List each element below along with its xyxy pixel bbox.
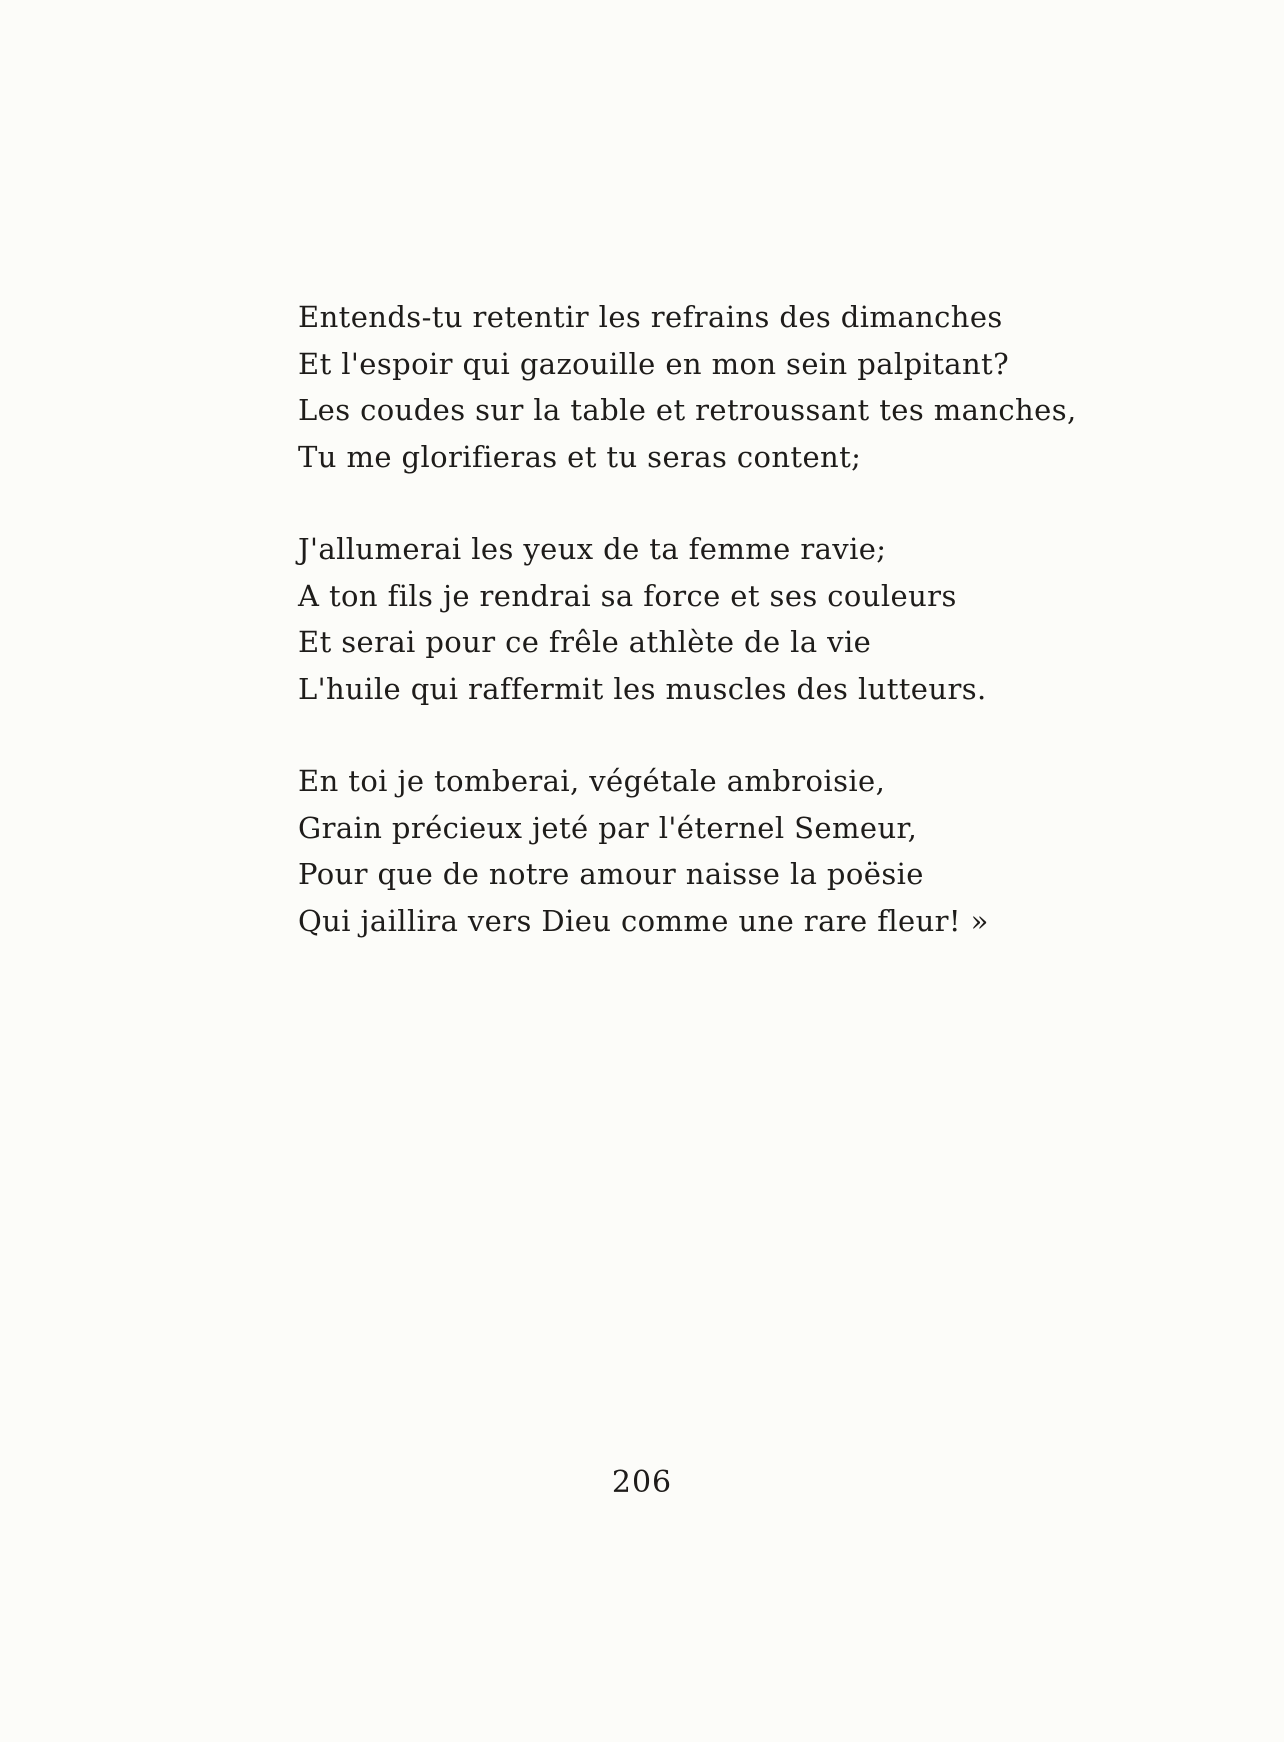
poem-line: J'allumerai les yeux de ta femme ravie; [298, 532, 887, 566]
stanza [298, 526, 1098, 712]
poem [298, 294, 1098, 990]
stanza [298, 758, 1098, 944]
poem-line: Entends-tu retentir les refrains des dimanches [298, 300, 1003, 334]
poem-line: Pour que de notre amour naisse la poësie [298, 857, 924, 891]
poem-line: L'huile qui raffermit les muscles des lutteurs. [298, 671, 987, 706]
page-number: 206 [611, 1465, 673, 1500]
poem-line: Grain précieux jeté par l'éternel Semeur, [298, 810, 918, 845]
poem-line: Qui jaillira vers Dieu comme une rare fleur! » [298, 903, 989, 938]
poem-line: Tu me glorifieras et tu seras content; [298, 439, 862, 474]
poem-line: Et serai pour ce frêle athlète de la vie [298, 625, 872, 659]
poem-line: Les coudes sur la table et retroussant tes manches, [298, 393, 1077, 427]
stanza [298, 294, 1098, 480]
poem-line: A ton fils je rendrai sa force et ses couleurs [298, 578, 957, 613]
poem-line: En toi je tomberai, végétale ambroisie, [298, 764, 886, 798]
poem-line: Et l'espoir qui gazouille en mon sein palpitant? [298, 346, 1010, 381]
